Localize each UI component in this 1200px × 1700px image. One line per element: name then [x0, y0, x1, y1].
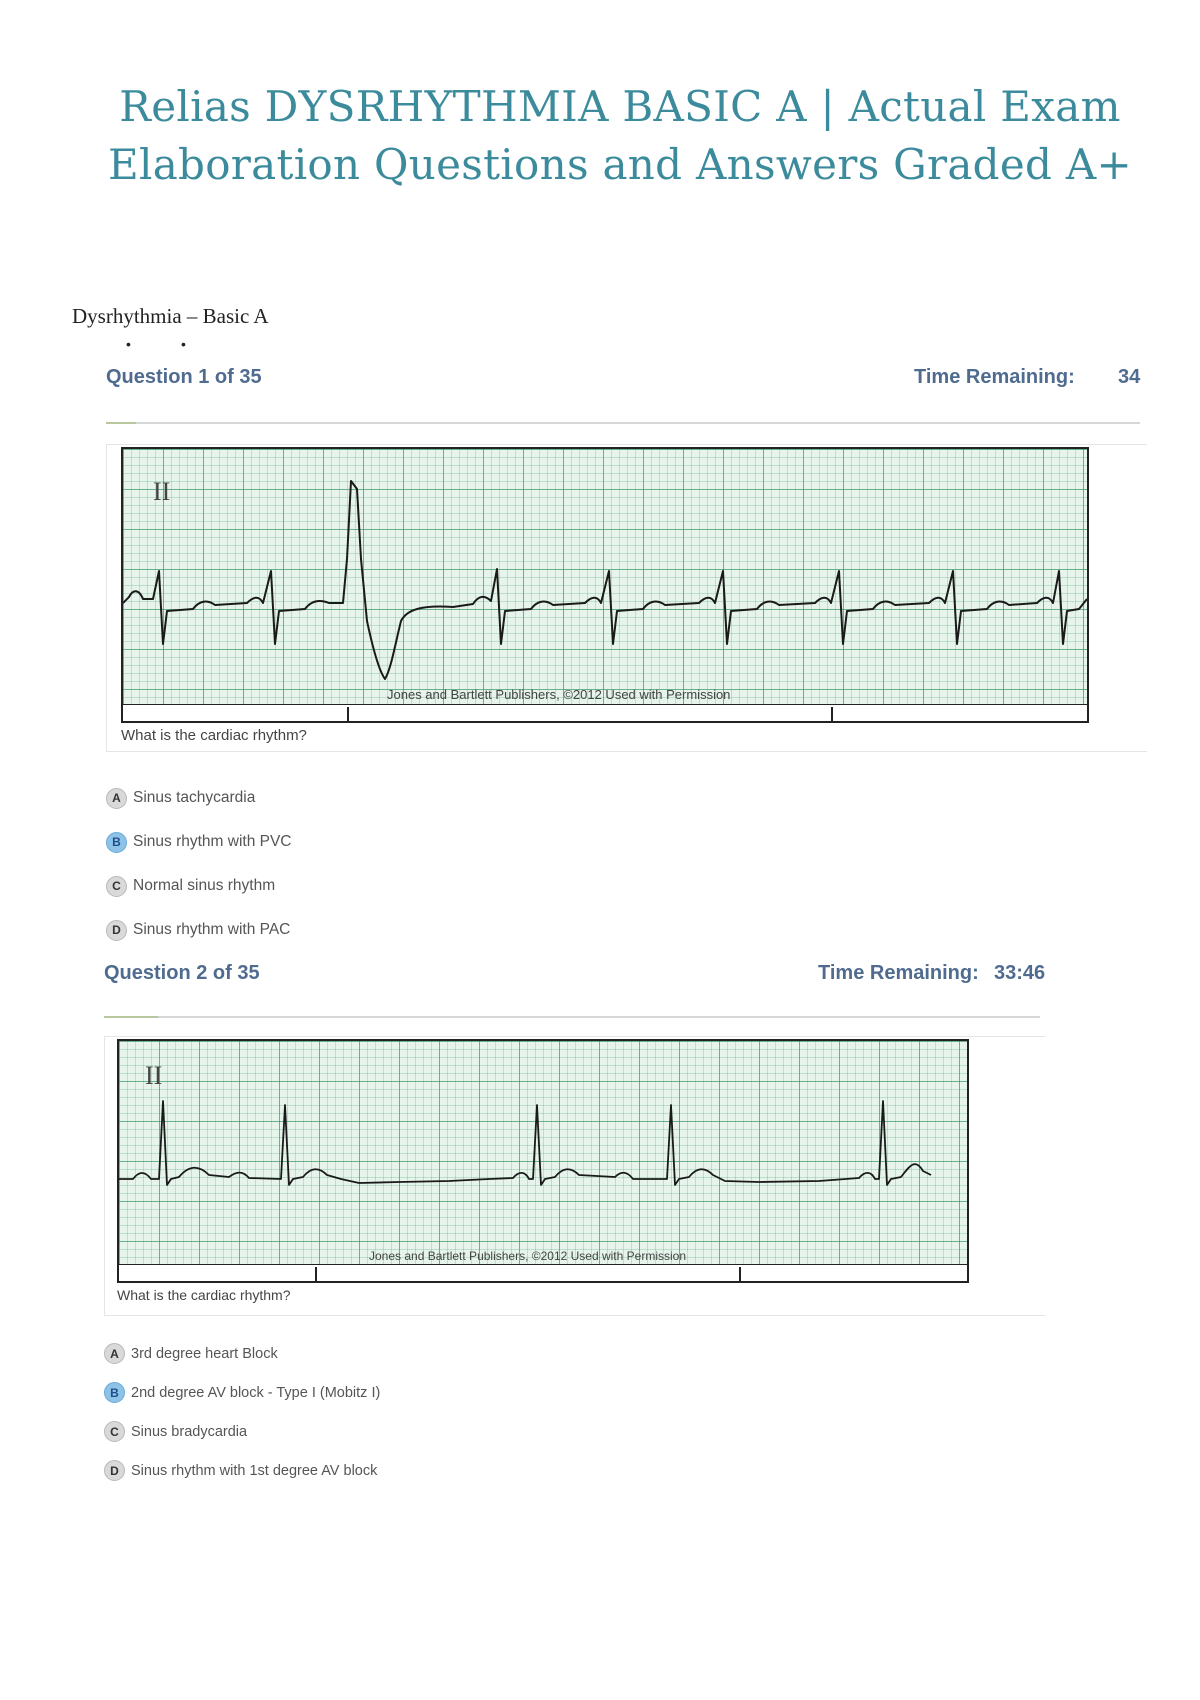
option-letter-badge-selected: B	[106, 832, 127, 853]
ecg-strip	[117, 1039, 969, 1283]
option-text: Normal sinus rhythm	[133, 877, 276, 894]
ecg-strip	[121, 447, 1089, 723]
lead-label: II	[153, 477, 171, 506]
rhythm-strip-panel	[104, 1036, 1045, 1316]
time-remaining-label: Time Remaining:	[914, 366, 1075, 388]
option-letter-badge: C	[104, 1421, 125, 1442]
question-prompt: What is the cardiac rhythm?	[117, 1287, 291, 1303]
progress-accent	[104, 1016, 158, 1018]
ecg-trace	[123, 449, 1087, 721]
question-divider	[106, 422, 1140, 424]
answer-option-c[interactable]	[106, 864, 292, 908]
question-header	[104, 962, 1044, 1002]
option-text: Sinus rhythm with PVC	[133, 833, 292, 850]
answer-option-d[interactable]	[104, 1451, 380, 1490]
time-remaining-label: Time Remaining:	[818, 962, 979, 984]
time-tick	[347, 707, 349, 721]
bullet-mark: •	[181, 336, 186, 352]
option-letter-badge: A	[104, 1343, 125, 1364]
option-text: Sinus bradycardia	[131, 1423, 248, 1440]
option-letter-badge: D	[106, 920, 127, 941]
answer-option-a[interactable]	[106, 776, 292, 820]
option-text: 3rd degree heart Block	[131, 1345, 278, 1362]
question-prompt: What is the cardiac rhythm?	[121, 727, 307, 744]
strip-copyright: Jones and Bartlett Publishers, ©2012 Used with Permission	[387, 687, 731, 702]
ecg-trace	[119, 1041, 967, 1281]
option-text: Sinus rhythm with PAC	[133, 921, 291, 938]
lead-label: II	[145, 1061, 163, 1090]
document-title	[0, 78, 1200, 194]
question-header	[106, 366, 1146, 406]
bullet-mark: •	[126, 336, 131, 352]
bullet-marks	[126, 336, 236, 352]
option-letter-badge-selected: B	[104, 1382, 125, 1403]
option-text: Sinus rhythm with 1st degree AV block	[131, 1462, 378, 1479]
document-title-line-1: Relias DYSRHYTHMIA BASIC A | Actual Exam	[119, 82, 1121, 131]
answer-option-b[interactable]	[104, 1373, 380, 1412]
time-tick	[315, 1267, 317, 1281]
question-number: Question 2 of 35	[104, 962, 260, 984]
answer-option-b[interactable]	[106, 820, 292, 864]
answer-option-a[interactable]	[104, 1334, 380, 1373]
answer-option-c[interactable]	[104, 1412, 380, 1451]
question-1	[106, 366, 1146, 946]
document-title-line-2: Elaboration Questions and Answers Graded A+	[108, 140, 1132, 189]
progress-accent	[106, 422, 136, 424]
option-letter-badge: D	[104, 1460, 125, 1481]
time-tick	[739, 1267, 741, 1281]
section-heading: Dysrhythmia – Basic A	[72, 304, 269, 328]
time-remaining-value: 33:46	[994, 962, 1046, 984]
answer-options	[104, 1334, 380, 1490]
question-divider	[104, 1016, 1040, 1018]
answer-options	[106, 776, 292, 952]
option-text: Sinus tachycardia	[133, 789, 256, 806]
option-letter-badge: C	[106, 876, 127, 897]
time-tick	[831, 707, 833, 721]
option-text: 2nd degree AV block - Type I (Mobitz I)	[131, 1384, 381, 1401]
answer-option-d[interactable]	[106, 908, 292, 952]
option-letter-badge: A	[106, 788, 127, 809]
rhythm-strip-panel	[106, 444, 1147, 752]
strip-time-bar	[119, 1264, 967, 1281]
question-number: Question 1 of 35	[106, 366, 262, 388]
strip-copyright: Jones and Bartlett Publishers, ©2012 Used with Permission	[369, 1249, 686, 1263]
question-2	[104, 962, 1044, 1482]
time-remaining-value: 34	[1118, 366, 1141, 388]
strip-time-bar	[123, 704, 1087, 721]
